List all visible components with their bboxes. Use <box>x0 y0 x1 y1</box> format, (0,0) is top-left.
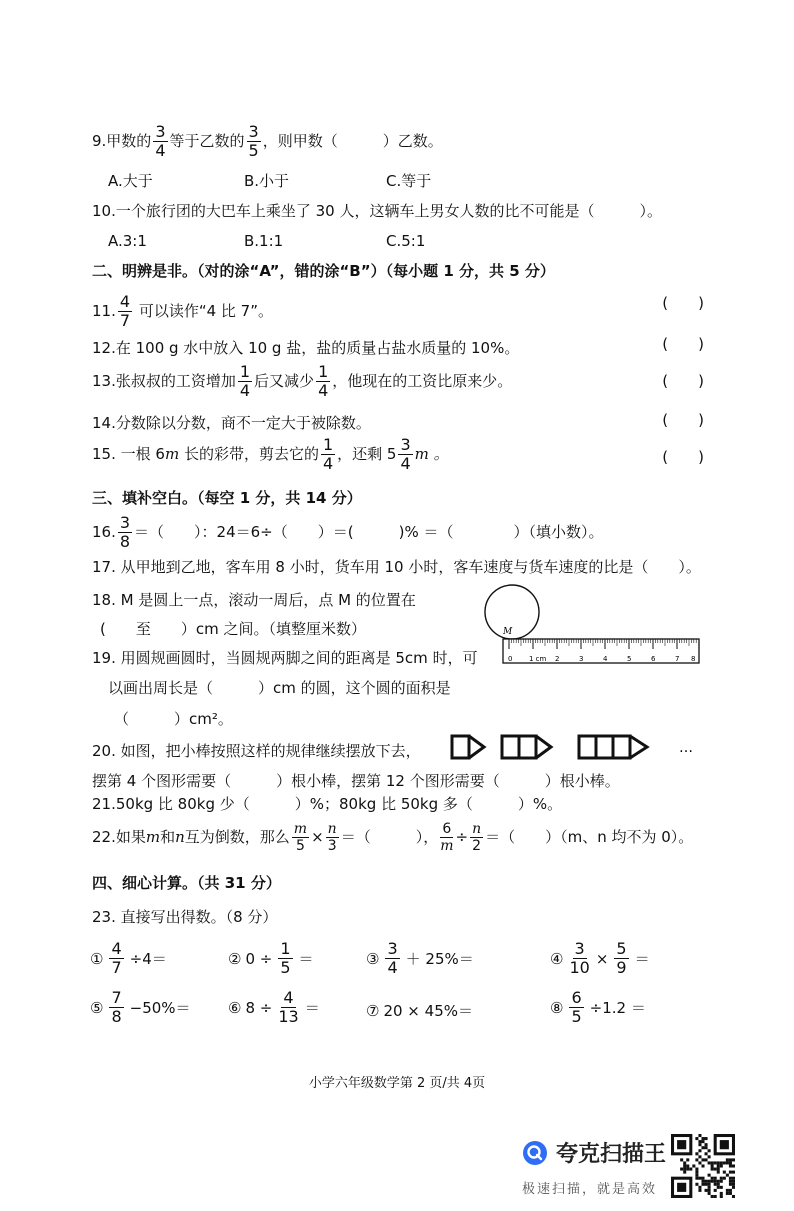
quark-logo-icon <box>522 1140 548 1166</box>
ruler-label: 4 <box>603 655 608 663</box>
section-2-title: 二、明辨是非。（对的涂“A”，错的涂“B”）（每小题 1 分，共 5 分） <box>92 262 555 280</box>
fraction: $\frac{4}{7}$ <box>119 292 131 330</box>
calc-item-7: ⑦ 20 × 45%＝ <box>366 1001 473 1020</box>
question-13: 13.张叔叔的工资增加 $\frac{1}{4}$ 后又减少 $\frac{1}{4}$ ，他现在的工资比原来少。 <box>92 362 513 400</box>
section-3-title: 三、填补空白。（每空 1 分，共 14 分） <box>92 489 362 507</box>
question-18-line1: 18. M 是圆上一点，滚动一周后，点 M 的位置在 <box>92 591 416 609</box>
q9-option-c: C.等于 <box>386 172 432 190</box>
brand-slogan: 极速扫描，就是高效 <box>522 1182 658 1197</box>
question-11: 11. $\frac{4}{7}$ 可以读作“4 比 7”。 <box>92 292 273 330</box>
fraction: $\frac{m}{5}$ <box>293 821 308 854</box>
fraction: $\frac{3}{4}$ <box>400 435 411 473</box>
stick-pattern-figure <box>450 732 700 764</box>
calc-item-5: ⑤ 7 8 −50%＝ <box>90 988 191 1026</box>
circle-ruler-figure <box>483 583 703 669</box>
question-17: 17. 从甲地到乙地，客车用 8 小时，货车用 10 小时，客车速度与货车速度的比是（ ）。 <box>92 558 701 576</box>
ruler-label: 6 <box>651 655 656 663</box>
question-16: 16. $\frac{3}{8}$ ＝（ ）：24＝6÷（ ）＝( )% ＝（ ）（填小数）。 <box>92 513 604 551</box>
calc-item-1: ① $\frac{4}{7}$ ÷4＝ <box>90 939 167 977</box>
fraction: $\frac{1}{4}$ <box>318 362 329 400</box>
question-20-line1: 20. 如图，把小棒按照这样的规律继续摆放下去， <box>92 742 421 760</box>
question-9: 9.甲数的 $\frac{3}{4}$ 等于乙数的 $\frac{3}{5}$ ，则甲数（ ）乙数。 <box>92 122 443 160</box>
fraction: $\frac{3}{5}$ <box>248 122 259 160</box>
q9-option-b: B.小于 <box>244 172 290 190</box>
ruler-label: 0 <box>508 655 513 663</box>
question-22: 22.如果m和n互为倒数，那么 $\frac{m}{5}$ × $\frac{n}{3}$ ＝（ ）， $\frac{6}{m}$ ÷ $\frac{n}{2}$ ＝（ ）（m、n 均不为 0）。 <box>92 821 694 854</box>
fraction: $\frac{1}{4}$ <box>322 435 334 473</box>
ruler-label: 7 <box>675 655 680 663</box>
question-19-line2: 以画出周长是（ ）cm 的圆，这个圆的面积是 <box>108 679 451 697</box>
calc-item-8: ⑧ $\frac{6}{5}$ ÷1.2 ＝ <box>550 988 646 1026</box>
calc-item-4: ④ $\frac{3}{10}$ × $\frac{5}{9}$ ＝ <box>550 939 650 977</box>
answer-paren-14[interactable]: ( ) <box>662 411 704 429</box>
question-15: 15. 一根 6m 长的彩带，剪去它的 $\frac{1}{4}$ ，还剩 5 $\frac{3}{4}$ m 。 <box>92 435 449 473</box>
answer-paren-13[interactable]: ( ) <box>662 372 704 390</box>
fraction: $\frac{1}{4}$ <box>239 362 251 400</box>
point-m-label: M <box>503 627 513 637</box>
qr-code-icon <box>671 1134 735 1198</box>
ruler-label: 3 <box>579 655 584 663</box>
fraction: $\frac{6}{m}$ <box>440 821 454 854</box>
question-18-line2: ( 至 ）cm 之间。（填整厘米数） <box>100 620 366 638</box>
fraction: $\frac{3}{8}$ <box>119 513 131 551</box>
brand-name: 夸克扫描王 <box>556 1142 667 1167</box>
q9-option-a: A.大于 <box>108 172 153 190</box>
q10-option-c: C.5:1 <box>386 232 426 250</box>
question-21: 21.50kg 比 80kg 少（ ）%；80kg 比 50kg 多（ ）%。 <box>92 795 563 813</box>
section-4-title: 四、细心计算。（共 31 分） <box>92 874 281 892</box>
question-12: 12.在 100 g 水中放入 10 g 盐，盐的质量占盐水质量的 10%。 <box>92 339 520 357</box>
question-14: 14.分数除以分数，商不一定大于被除数。 <box>92 414 371 432</box>
page-footer: 小学六年级数学第 2 页/共 4页 <box>308 1076 486 1091</box>
ruler-label: 1 cm <box>529 655 547 663</box>
calc-item-2: ② 0 ÷ $\frac{1}{5}$ ＝ <box>228 939 314 977</box>
scanner-watermark <box>522 1137 666 1168</box>
q10-option-a: A.3:1 <box>108 232 147 250</box>
fraction: $\frac{n}{3}$ <box>327 821 337 854</box>
question-10: 10.一个旅行团的大巴车上乘坐了 30 人，这辆车上男女人数的比不可能是（ ）。 <box>92 202 662 220</box>
ruler-label: 5 <box>627 655 632 663</box>
fraction: $\frac{3}{4}$ <box>155 122 166 160</box>
calc-item-3: ③ 3 4 ＋ 25%＝ <box>366 939 474 977</box>
question-19-line1: 19. 用圆规画圆时，当圆规两脚之间的距离是 5cm 时，可 <box>92 649 478 667</box>
calc-item-6: ⑥ 8 ÷ $\frac{4}{13}$ ＝ <box>228 988 320 1026</box>
answer-paren-15[interactable]: ( ) <box>662 448 704 466</box>
question-19-line3: （ ）cm²。 <box>114 710 233 728</box>
question-23-title: 23. 直接写出得数。（8 分） <box>92 908 278 926</box>
answer-paren-12[interactable]: ( ) <box>662 335 704 353</box>
fraction: $\frac{n}{2}$ <box>472 821 482 854</box>
ruler-label: 2 <box>555 655 560 663</box>
q10-option-b: B.1:1 <box>244 232 284 250</box>
question-20-line2: 摆第 4 个图形需要（ ）根小棒，摆第 12 个图形需要（ ）根小棒。 <box>92 772 620 790</box>
ruler-label: 8 <box>691 655 696 663</box>
answer-paren-11[interactable]: ( ) <box>662 294 704 312</box>
continuation-ellipsis: … <box>679 740 693 756</box>
